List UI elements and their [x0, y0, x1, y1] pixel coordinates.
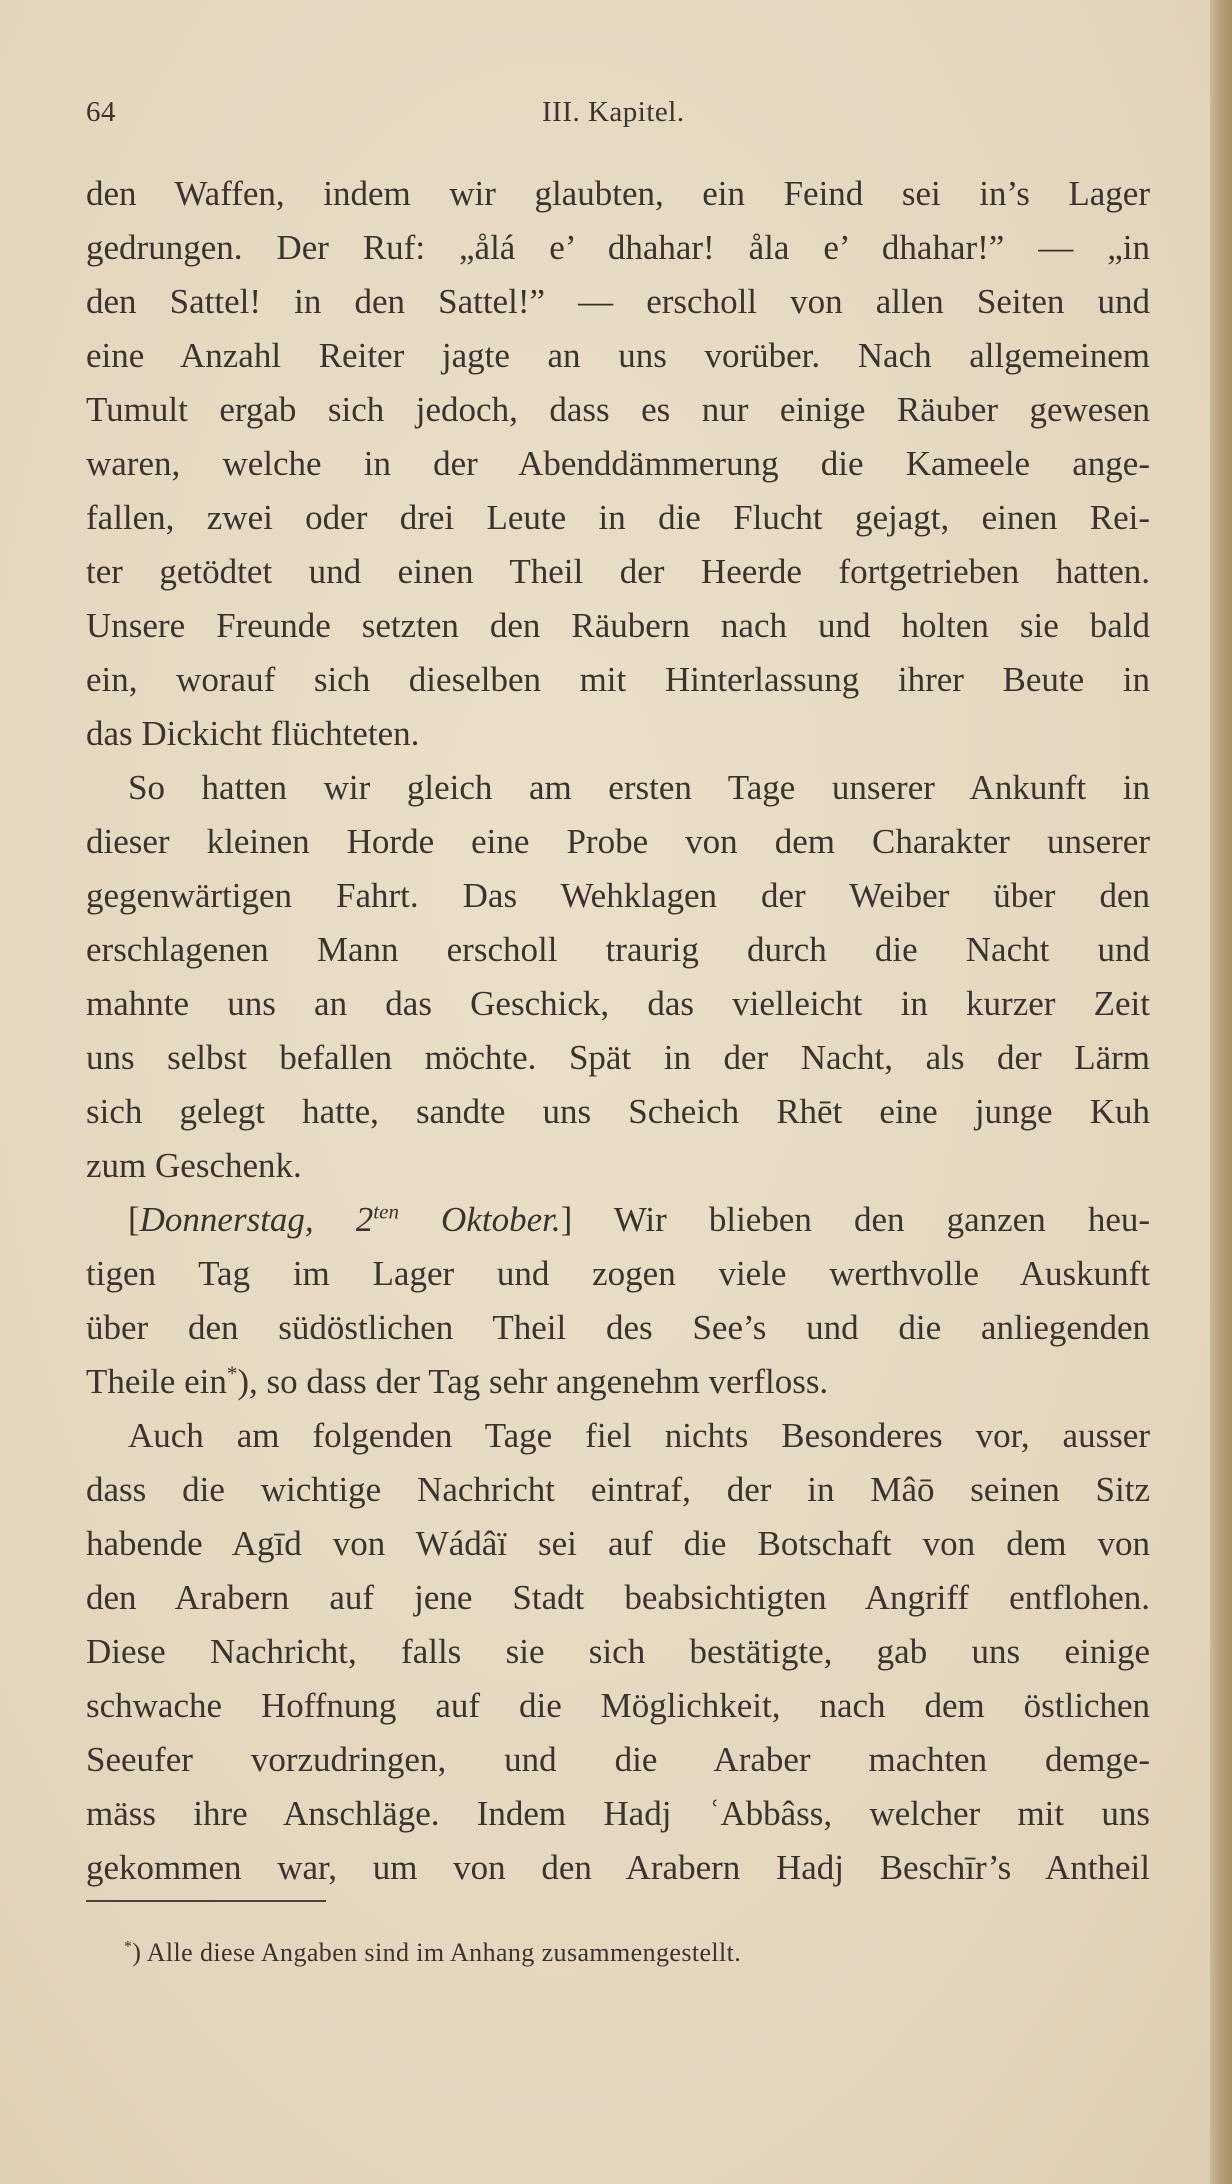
text-line: eine Anzahl Reiter jagte an uns vorüber. Nach allgemeinem	[86, 336, 1150, 375]
text-line: Seeufer vorzudringen, und die Araber machten demge-	[86, 1740, 1150, 1779]
text-line: über den südöstlichen Theil des See’s und die anliegenden	[86, 1308, 1150, 1347]
body-text	[86, 167, 1150, 1895]
text-line: zum Geschenk.	[86, 1146, 302, 1185]
footnote-marker: *	[124, 1938, 133, 1956]
footnote-divider	[86, 1900, 326, 1902]
text-line: sich gelegt hatte, sandte uns Scheich Rhēt eine junge Kuh	[86, 1092, 1150, 1131]
date-bracket-open: [	[128, 1200, 140, 1239]
footnote-reference: *	[226, 1361, 238, 1386]
text-line: gedrungen. Der Ruf: „ålá e’ dhahar! åla e’ dhahar!” — „in	[86, 228, 1150, 267]
text-line: waren, welche in der Abenddämmerung die Kameele ange-	[86, 444, 1150, 483]
text-line: dass die wichtige Nachricht eintraf, der in Mâō seinen Sitz	[86, 1470, 1150, 1509]
text-line: erschlagenen Mann erscholl traurig durch die Nacht und	[86, 930, 1150, 969]
page-edge	[1210, 0, 1232, 2184]
text-line: mäss ihre Anschläge. Indem Hadj ʿAbbâss, welcher mit uns	[86, 1794, 1150, 1833]
text-line: dieser kleinen Horde eine Probe von dem Charakter unserer	[86, 822, 1150, 861]
text-line: Auch am folgenden Tage fiel nichts Besonderes vor, ausser	[128, 1416, 1150, 1455]
text-line: Diese Nachricht, falls sie sich bestätigte, gab uns einige	[86, 1632, 1150, 1671]
text-line: mahnte uns an das Geschick, das vielleicht in kurzer Zeit	[86, 984, 1150, 1023]
chapter-heading: III. Kapitel.	[542, 96, 685, 128]
text-line: uns selbst befallen möchte. Spät in der Nacht, als der Lärm	[86, 1038, 1150, 1077]
footnote	[124, 1938, 741, 1968]
line-text: ), so dass der Tag sehr angenehm verfloss.	[237, 1362, 829, 1401]
text-line: das Dickicht flüchteten.	[86, 714, 420, 753]
text-line: ter getödtet und einen Theil der Heerde fortgetrieben hatten.	[86, 552, 1150, 591]
dated-entry-line	[86, 1193, 1150, 1247]
page-header	[86, 96, 1150, 146]
text-line: tigen Tag im Lager und zogen viele werthvolle Auskunft	[86, 1254, 1150, 1293]
text-line: fallen, zwei oder drei Leute in die Flucht gejagt, einen Rei-	[86, 498, 1150, 537]
footnote-text: ) Alle diese Angaben sind im Anhang zusammengestellt.	[132, 1938, 742, 1967]
text-line: habende Agīd von Wádâï sei auf die Botschaft von dem von	[86, 1524, 1150, 1563]
text-line: den Waffen, indem wir glaubten, ein Feind sei in’s Lager	[86, 174, 1150, 213]
text-line: Unsere Freunde setzten den Räubern nach und holten sie bald	[86, 606, 1150, 645]
date-month: Oktober.	[398, 1200, 561, 1239]
text-line: Tumult ergab sich jedoch, dass es nur einige Räuber gewesen	[86, 390, 1150, 429]
text-line: So hatten wir gleich am ersten Tage unserer Ankunft in	[128, 768, 1150, 807]
date-bracket-close: ]	[560, 1200, 573, 1239]
line-text: Wir blieben den ganzen heu-	[572, 1200, 1151, 1239]
text-line: gekommen war, um von den Arabern Hadj Beschīr’s Antheil	[86, 1848, 1150, 1887]
date-superscript: ten	[373, 1199, 399, 1224]
text-line: ein, worauf sich dieselben mit Hinterlassung ihrer Beute in	[86, 660, 1150, 699]
text-line: den Sattel! in den Sattel!” — erscholl von allen Seiten und	[86, 282, 1150, 321]
text-line: den Arabern auf jene Stadt beabsichtigten Angriff entflohen.	[86, 1578, 1150, 1617]
line-text: Theile ein	[86, 1362, 227, 1401]
text-line: schwache Hoffnung auf die Möglichkeit, nach dem östlichen	[86, 1686, 1150, 1725]
page-number: 64	[86, 96, 116, 128]
text-line: gegenwärtigen Fahrt. Das Wehklagen der Weiber über den	[86, 876, 1150, 915]
text-line-with-footnote-ref	[86, 1355, 1150, 1409]
date-day: Donnerstag, 2	[139, 1200, 374, 1239]
